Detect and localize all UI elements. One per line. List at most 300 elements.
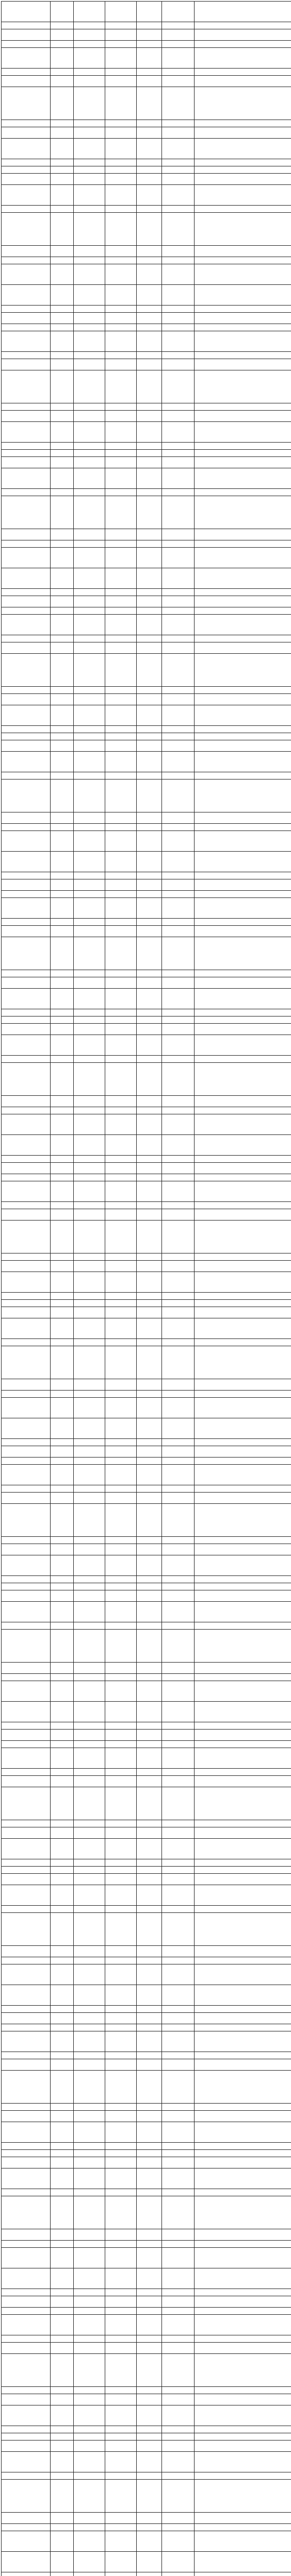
table-cell xyxy=(2,1202,51,1209)
table-cell xyxy=(74,635,105,642)
table-cell xyxy=(105,2426,137,2433)
table-cell xyxy=(2,812,51,824)
table-cell xyxy=(51,1874,74,1885)
table-cell xyxy=(74,2268,105,2289)
table-cell xyxy=(137,359,162,370)
table-cell xyxy=(51,1957,74,1964)
table-cell xyxy=(137,2552,162,2572)
table-cell xyxy=(195,1583,291,1590)
table-cell xyxy=(51,2441,74,2452)
table-cell xyxy=(137,1209,162,1221)
table-cell xyxy=(195,2052,291,2059)
table-cell xyxy=(195,1769,291,1776)
table-cell xyxy=(74,740,105,752)
table-row xyxy=(2,1009,291,1016)
table-row xyxy=(2,919,291,926)
table-cell xyxy=(162,1985,195,2006)
table-cell xyxy=(137,2343,162,2354)
table-cell xyxy=(2,29,51,41)
table-cell xyxy=(162,2052,195,2059)
table-cell xyxy=(2,2059,51,2071)
table-cell xyxy=(2,2433,51,2441)
table-cell xyxy=(105,2229,137,2241)
table-cell xyxy=(137,2426,162,2433)
table-cell xyxy=(2,1181,51,1202)
table-cell xyxy=(74,1913,105,1946)
table-cell xyxy=(137,2308,162,2315)
table-cell xyxy=(74,1964,105,1985)
table-row xyxy=(2,1583,291,1590)
table-cell xyxy=(74,1293,105,1300)
table-cell xyxy=(74,2196,105,2229)
table-cell xyxy=(2,2006,51,2013)
table-cell xyxy=(51,359,74,370)
table-cell xyxy=(2,1293,51,1300)
table-cell xyxy=(105,1769,137,1776)
table-cell xyxy=(2,1493,51,1504)
table-row xyxy=(2,1307,291,1318)
table-cell xyxy=(137,306,162,313)
table-row xyxy=(2,705,291,726)
table-cell xyxy=(74,2354,105,2387)
table-cell xyxy=(51,615,74,635)
table-cell xyxy=(74,2335,105,2343)
table-cell xyxy=(2,1307,51,1318)
table-row xyxy=(2,69,291,76)
table-cell xyxy=(162,1555,195,1576)
table-cell xyxy=(105,2433,137,2441)
table-cell xyxy=(2,2394,51,2405)
table-cell xyxy=(137,740,162,752)
table-cell xyxy=(2,1964,51,1985)
table-cell xyxy=(162,166,195,174)
table-cell xyxy=(74,2241,105,2248)
table-cell xyxy=(137,1885,162,1906)
table-cell xyxy=(105,1398,137,1418)
table-cell xyxy=(2,1622,51,1630)
table-cell xyxy=(162,1307,195,1318)
table-cell xyxy=(74,1156,105,1163)
table-cell xyxy=(74,1439,105,1446)
table-cell xyxy=(51,1035,74,1056)
table-cell xyxy=(105,1293,137,1300)
table-cell xyxy=(105,694,137,705)
table-row xyxy=(2,879,291,891)
table-cell xyxy=(137,548,162,568)
table-cell xyxy=(195,596,291,607)
table-cell xyxy=(74,1016,105,1024)
table-cell xyxy=(105,1181,137,1202)
table-cell xyxy=(195,642,291,654)
table-cell xyxy=(195,1839,291,1859)
table-cell xyxy=(2,2013,51,2024)
table-cell xyxy=(105,1630,137,1663)
table-cell xyxy=(2,352,51,359)
table-row xyxy=(2,2552,291,2572)
table-cell xyxy=(74,2296,105,2308)
table-cell xyxy=(105,2394,137,2405)
table-cell xyxy=(105,2006,137,2013)
table-cell xyxy=(195,403,291,411)
table-cell xyxy=(2,872,51,879)
table-cell xyxy=(195,359,291,370)
table-cell xyxy=(137,1504,162,1537)
table-cell xyxy=(51,1346,74,1379)
table-row xyxy=(2,2268,291,2289)
table-cell xyxy=(51,264,74,285)
table-cell xyxy=(105,2472,137,2480)
table-cell xyxy=(51,2031,74,2052)
table-cell xyxy=(51,2296,74,2308)
table-cell xyxy=(74,919,105,926)
table-cell xyxy=(74,2433,105,2441)
table-cell xyxy=(74,1555,105,1576)
table-cell xyxy=(195,127,291,139)
table-cell xyxy=(162,2157,195,2168)
table-cell xyxy=(162,1730,195,1741)
table-cell xyxy=(2,2308,51,2315)
table-cell xyxy=(51,2052,74,2059)
table-cell xyxy=(195,422,291,443)
table-cell xyxy=(137,2524,162,2531)
table-cell xyxy=(105,1663,137,1674)
table-cell xyxy=(51,1537,74,1544)
table-cell xyxy=(195,1135,291,1156)
table-cell xyxy=(195,1544,291,1555)
table-cell xyxy=(137,2335,162,2343)
table-cell xyxy=(162,1748,195,1769)
table-cell xyxy=(74,1035,105,1056)
table-cell xyxy=(162,1346,195,1379)
table-cell xyxy=(2,1485,51,1493)
table-row xyxy=(2,450,291,457)
table-cell xyxy=(51,120,74,127)
table-cell xyxy=(74,1398,105,1418)
table-cell xyxy=(137,324,162,331)
table-cell xyxy=(74,2315,105,2335)
table-cell xyxy=(162,2268,195,2289)
table-cell xyxy=(51,1096,74,1107)
table-cell xyxy=(74,568,105,589)
table-cell xyxy=(2,824,51,831)
table-cell xyxy=(162,2552,195,2572)
table-cell xyxy=(2,2111,51,2122)
table-cell xyxy=(51,2059,74,2071)
table-cell xyxy=(162,1964,195,1985)
table-cell xyxy=(137,1485,162,1493)
table-row xyxy=(2,1906,291,1913)
table-cell xyxy=(2,919,51,926)
table-cell xyxy=(51,1776,74,1787)
table-cell xyxy=(74,370,105,403)
table-cell xyxy=(162,206,195,213)
table-cell xyxy=(162,1418,195,1439)
table-cell xyxy=(74,1307,105,1318)
table-cell xyxy=(105,926,137,937)
table-cell xyxy=(51,2013,74,2024)
table-cell xyxy=(137,22,162,29)
table-cell xyxy=(137,2480,162,2513)
table-cell xyxy=(51,1174,74,1181)
table-cell xyxy=(105,879,137,891)
table-cell xyxy=(105,285,137,306)
table-cell xyxy=(74,726,105,733)
table-cell xyxy=(195,206,291,213)
table-cell xyxy=(137,1135,162,1156)
table-cell xyxy=(74,654,105,687)
table-cell xyxy=(51,1063,74,1096)
table-cell xyxy=(162,2059,195,2071)
table-cell xyxy=(74,2150,105,2157)
table-cell xyxy=(74,1874,105,1885)
table-row xyxy=(2,2343,291,2354)
table-cell xyxy=(137,1163,162,1174)
table-row xyxy=(2,1913,291,1946)
table-cell xyxy=(105,1820,137,1827)
table-cell xyxy=(137,705,162,726)
table-cell xyxy=(2,2229,51,2241)
table-cell xyxy=(2,2552,51,2572)
table-cell xyxy=(74,1946,105,1957)
table-cell xyxy=(137,1418,162,1439)
table-cell xyxy=(51,2308,74,2315)
table-cell xyxy=(105,2405,137,2426)
table-cell xyxy=(74,246,105,257)
table-cell xyxy=(2,370,51,403)
table-cell xyxy=(2,852,51,872)
table-cell xyxy=(74,872,105,879)
table-row xyxy=(2,607,291,615)
table-cell xyxy=(137,2315,162,2335)
table-cell xyxy=(162,1769,195,1776)
table-cell xyxy=(137,69,162,76)
table-cell xyxy=(2,411,51,422)
table-cell xyxy=(51,1056,74,1063)
table-cell xyxy=(74,1107,105,1114)
table-cell xyxy=(195,824,291,831)
table-cell xyxy=(105,1096,137,1107)
table-cell xyxy=(195,1096,291,1107)
table-cell xyxy=(195,2111,291,2122)
table-cell xyxy=(137,1293,162,1300)
table-row xyxy=(2,2168,291,2189)
table-cell xyxy=(162,1674,195,1681)
table-cell xyxy=(2,2122,51,2143)
table-cell xyxy=(74,1702,105,1722)
table-cell xyxy=(105,1622,137,1630)
table-cell xyxy=(2,1946,51,1957)
table-cell xyxy=(51,1859,74,1867)
table-cell xyxy=(195,1035,291,1056)
table-cell xyxy=(137,1839,162,1859)
table-cell xyxy=(137,1748,162,1769)
table-cell xyxy=(162,1253,195,1261)
table-cell xyxy=(162,2472,195,2480)
table-cell xyxy=(137,2354,162,2387)
table-cell xyxy=(137,596,162,607)
table-cell xyxy=(195,2552,291,2572)
table-cell xyxy=(137,1156,162,1163)
table-cell xyxy=(137,831,162,852)
table-cell xyxy=(51,1261,74,1272)
table-cell xyxy=(162,1221,195,1253)
table-cell xyxy=(162,824,195,831)
table-cell xyxy=(162,2013,195,2024)
table-cell xyxy=(51,87,74,120)
table-cell xyxy=(51,1906,74,1913)
table-row xyxy=(2,2472,291,2480)
table-cell xyxy=(137,1776,162,1787)
table-cell xyxy=(137,2452,162,2472)
table-cell xyxy=(74,76,105,87)
table-row xyxy=(2,824,291,831)
table-cell xyxy=(162,1885,195,1906)
table-cell xyxy=(137,1221,162,1253)
table-cell xyxy=(105,1913,137,1946)
table-cell xyxy=(105,852,137,872)
table-cell xyxy=(2,76,51,87)
table-cell xyxy=(195,2104,291,2111)
table-cell xyxy=(2,87,51,120)
table-cell xyxy=(2,937,51,970)
table-cell xyxy=(162,1906,195,1913)
table-cell xyxy=(137,457,162,468)
table-cell xyxy=(137,879,162,891)
table-row xyxy=(2,1339,291,1346)
table-cell xyxy=(162,1576,195,1583)
table-row xyxy=(2,2150,291,2157)
table-cell xyxy=(74,1681,105,1702)
table-cell xyxy=(105,2071,137,2104)
table-cell xyxy=(162,313,195,324)
table-cell xyxy=(2,1748,51,1769)
table-cell xyxy=(2,1776,51,1787)
table-cell xyxy=(2,2480,51,2513)
table-cell xyxy=(137,726,162,733)
table-cell xyxy=(2,1913,51,1946)
table-cell xyxy=(2,2,51,22)
table-cell xyxy=(74,1465,105,1485)
table-cell xyxy=(137,2405,162,2426)
table-row xyxy=(2,306,291,313)
table-cell xyxy=(105,2289,137,2296)
table-row xyxy=(2,285,291,306)
table-row xyxy=(2,352,291,359)
table-row xyxy=(2,166,291,174)
table-cell xyxy=(74,1722,105,1730)
table-cell xyxy=(51,772,74,779)
table-cell xyxy=(105,174,137,185)
table-cell xyxy=(162,127,195,139)
table-cell xyxy=(137,1583,162,1590)
table-cell xyxy=(162,1867,195,1874)
table-cell xyxy=(137,443,162,450)
table-cell xyxy=(195,2168,291,2189)
table-cell xyxy=(137,1035,162,1056)
table-cell xyxy=(162,257,195,264)
table-row xyxy=(2,2354,291,2387)
table-cell xyxy=(137,977,162,989)
table-cell xyxy=(2,1318,51,1339)
table-row xyxy=(2,1576,291,1583)
table-cell xyxy=(195,1827,291,1839)
table-cell xyxy=(74,1827,105,1839)
table-cell xyxy=(137,1906,162,1913)
table-cell xyxy=(105,1446,137,1458)
table-cell xyxy=(162,2071,195,2104)
table-cell xyxy=(2,1107,51,1114)
table-cell xyxy=(162,752,195,772)
table-cell xyxy=(195,2335,291,2343)
table-cell xyxy=(162,926,195,937)
table-cell xyxy=(137,1272,162,1293)
table-cell xyxy=(105,2296,137,2308)
table-cell xyxy=(137,1602,162,1622)
table-cell xyxy=(2,1839,51,1859)
table-cell xyxy=(51,1446,74,1458)
table-cell xyxy=(2,970,51,977)
table-cell xyxy=(105,1702,137,1722)
table-cell xyxy=(195,977,291,989)
table-cell xyxy=(2,1602,51,1622)
table-cell xyxy=(2,2168,51,2189)
table-cell xyxy=(74,970,105,977)
table-cell xyxy=(105,2452,137,2472)
table-cell xyxy=(74,2248,105,2268)
table-cell xyxy=(137,2122,162,2143)
table-cell xyxy=(2,898,51,919)
table-cell xyxy=(74,359,105,370)
table-cell xyxy=(2,2472,51,2480)
table-cell xyxy=(105,1035,137,1056)
table-cell xyxy=(51,2122,74,2143)
table-cell xyxy=(74,1748,105,1769)
table-cell xyxy=(162,740,195,752)
table-cell xyxy=(74,2531,105,2552)
table-cell xyxy=(51,2196,74,2229)
table-cell xyxy=(137,2513,162,2524)
table-cell xyxy=(162,989,195,1009)
table-cell xyxy=(137,1957,162,1964)
table-row xyxy=(2,1555,291,1576)
table-cell xyxy=(51,687,74,694)
table-cell xyxy=(195,540,291,548)
table-cell xyxy=(74,540,105,548)
table-cell xyxy=(2,1009,51,1016)
table-cell xyxy=(74,1024,105,1035)
table-row xyxy=(2,2052,291,2059)
table-cell xyxy=(74,937,105,970)
table-cell xyxy=(105,22,137,29)
table-cell xyxy=(51,443,74,450)
table-cell xyxy=(195,1957,291,1964)
table-row xyxy=(2,1730,291,1741)
table-cell xyxy=(195,2524,291,2531)
table-cell xyxy=(2,496,51,529)
table-cell xyxy=(105,2143,137,2150)
table-cell xyxy=(2,324,51,331)
table-cell xyxy=(162,2024,195,2031)
table-cell xyxy=(51,2552,74,2572)
table-cell xyxy=(105,76,137,87)
table-row xyxy=(2,159,291,166)
table-cell xyxy=(195,1946,291,1957)
table-cell xyxy=(162,1272,195,1293)
table-row xyxy=(2,1820,291,1827)
table-cell xyxy=(51,879,74,891)
table-cell xyxy=(74,615,105,635)
table-cell xyxy=(195,705,291,726)
